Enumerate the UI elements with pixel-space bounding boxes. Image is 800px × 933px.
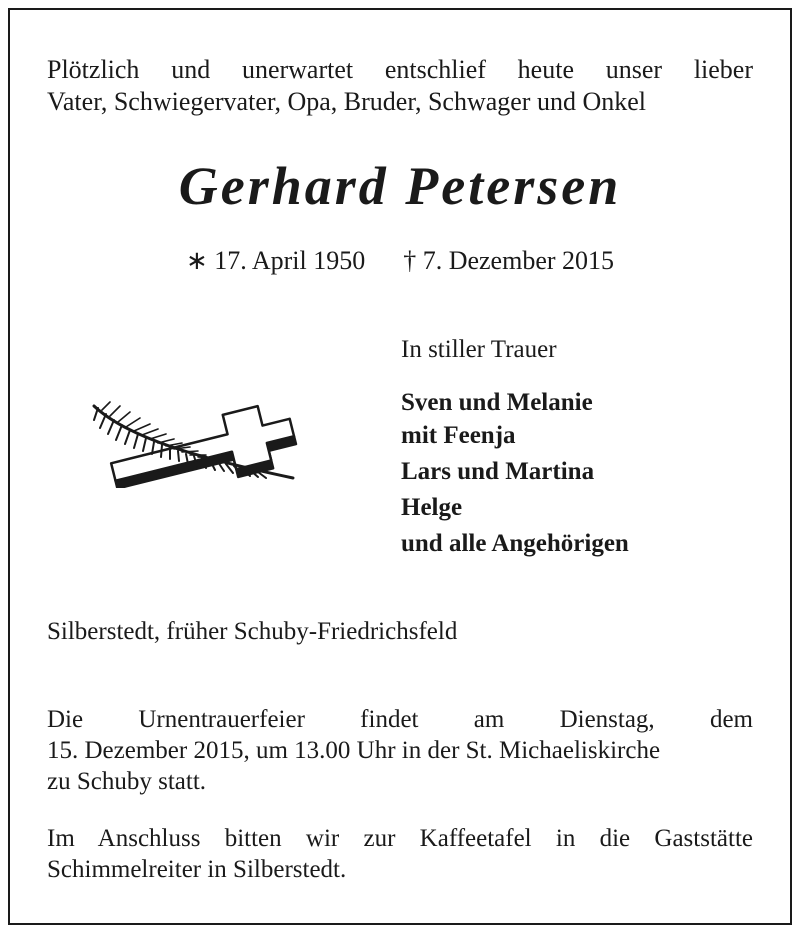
coffee-line-1: Im Anschluss bitten wir zur Kaffeetafel in die Gaststätte [47,825,753,852]
death-date: † 7. Dezember 2015 [403,246,615,275]
mourner-line: und alle Angehörigen [401,530,629,557]
service-line-1: Die Urnentrauerfeier findet am Dienstag, dem [47,706,753,733]
life-dates [0,246,800,276]
deceased-name: Gerhard Petersen [178,156,622,216]
intro-text [47,54,753,118]
service-line-2: 15. Dezember 2015, um 13.00 Uhr in der St. Michaeliskirche [47,737,661,764]
mourner-line: Sven und Melanie [401,389,593,416]
mourning-heading: In stiller Trauer [401,336,557,363]
service-text [47,704,753,797]
mourner-line: Lars und Martina [401,458,595,485]
service-line-3: zu Schuby statt. [47,768,207,795]
intro-line-1: Plötzlich und unerwartet entschlief heute unser lieber [47,55,753,84]
mourner-line: Helge [401,494,463,521]
place-line: Silberstedt, früher Schuby-Friedrichsfeld [47,618,458,645]
birth-date: ∗ 17. April 1950 [185,246,366,275]
coffee-line-2: Schimmelreiter in Silberstedt. [47,856,347,883]
intro-line-2: Vater, Schwiegervater, Opa, Bruder, Schwager und Onkel [47,87,647,116]
coffee-text [47,823,753,885]
cross-with-palm-frond-icon [88,398,318,488]
mourner-line: mit Feenja [401,422,516,449]
mourners-list [401,388,629,562]
